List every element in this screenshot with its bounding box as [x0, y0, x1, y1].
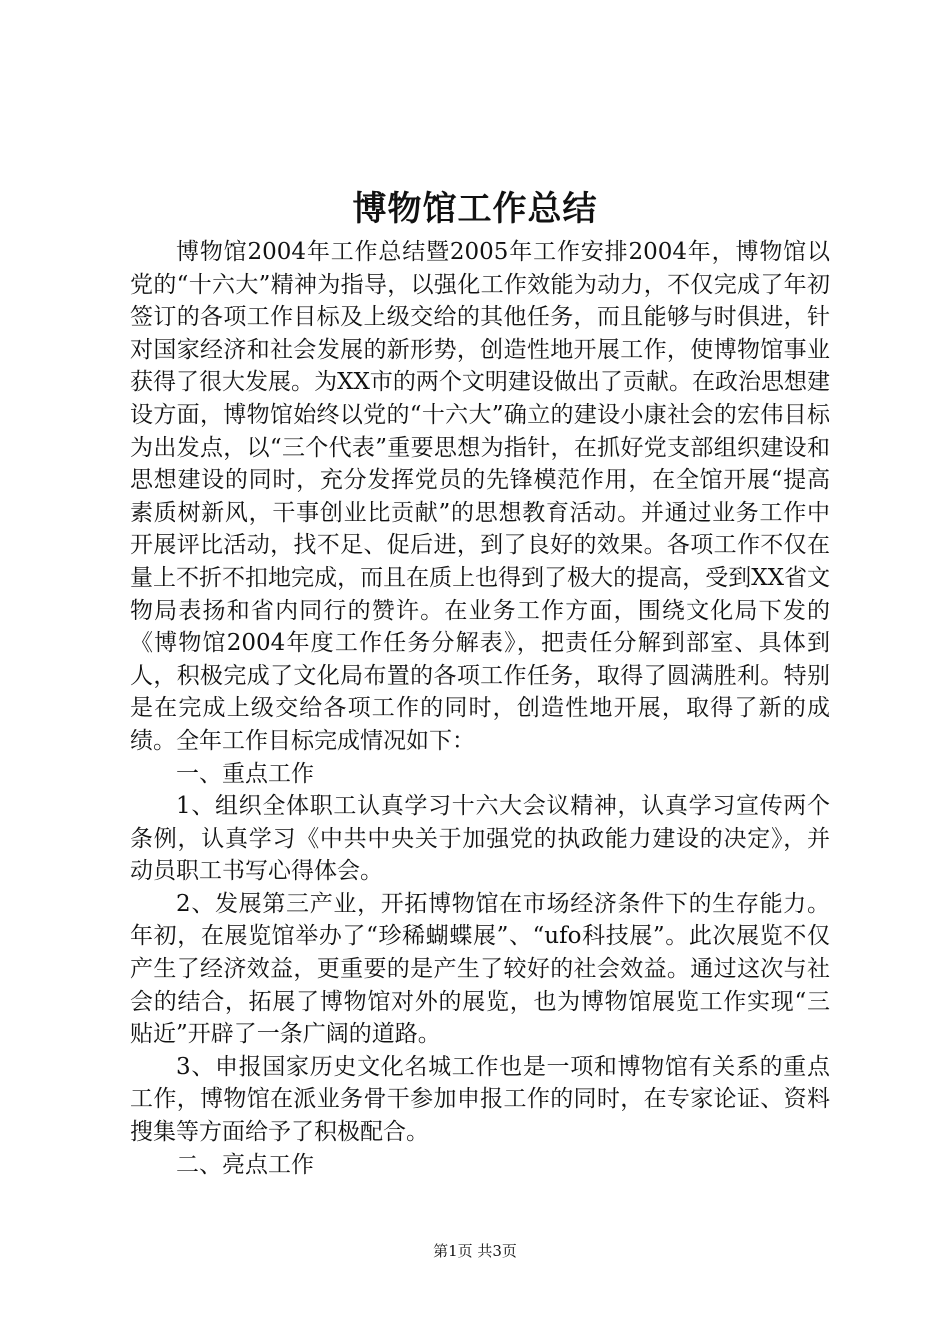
document-body [130, 236, 830, 1181]
list-item-3: 3、申报国家历史文化名城工作也是一项和博物馆有关系的重点工作，博物馆在派业务骨干参加申报工作的同时，在专家论证、资料搜集等方面给予了积极配合。 [130, 1053, 830, 1146]
section-heading-highlights: 二、亮点工作 [176, 1151, 314, 1178]
list-item-1: 1、组织全体职工认真学习十六大会议精神，认真学习宣传两个条例，认真学习《中共中央关于加强党的执政能力建设的决定》，并动员职工书写心得体会。 [130, 793, 830, 885]
page-number-footer: 第1页 共3页 [433, 1242, 517, 1260]
section-heading-key-work: 一、重点工作 [176, 760, 314, 787]
intro-paragraph: 博物馆2004年工作总结暨2005年工作安排2004年，博物馆以党的“十六大”精神为指导，以强化工作效能为动力，不仅完成了年初签订的各项工作目标及上级交给的其他任务，而且能够与时俱进，针对国家经济和社会发展的新形势，创造性地开展工作，使博物馆事业获得了很大发展。为XX市的两个文明建设做出了贡献。在政治思想建设方面，博物馆始终以党的“十六大”确立的建设小康社会的宏伟目标为出发点，以“三个代表”重要思想为指针，在抓好党支部组织建设和思想建设的同时，充分发挥党员的先锋模范作用，在全馆开展“提高素质树新风，干事创业比贡献”的思想教育活动。并通过业务工作中开展评比活动，找不足、促后进，到了良好的效果。各项工作不仅在量上不折不扣地完成，而且在质上也得到了极大的提高，受到XX省文物局表扬和省内同行的赞许。在业务工作方面，围绕文化局下发的《博物馆2004年度工作任务分解表》，把责任分解到部室、具体到人，积极完成了文化局布置的各项工作任务，取得了圆满胜利。特别是在完成上级交给各项工作的同时，创造性地开展，取得了新的成绩。全年工作目标完成情况如下： [130, 239, 830, 754]
list-item-2: 2、发展第三产业，开拓博物馆在市场经济条件下的生存能力。年初，在展览馆举办了“珍稀蝴蝶展”、“ufo科技展”。此次展览不仅产生了经济效益，更重要的是产生了较好的社会效益。通过这次与社会的结合，拓展了博物馆对外的展览，也为博物馆展览工作实现“三贴近”开辟了一条广阔的道路。 [130, 890, 830, 1048]
document-title: 博物馆工作总结 [352, 189, 598, 229]
